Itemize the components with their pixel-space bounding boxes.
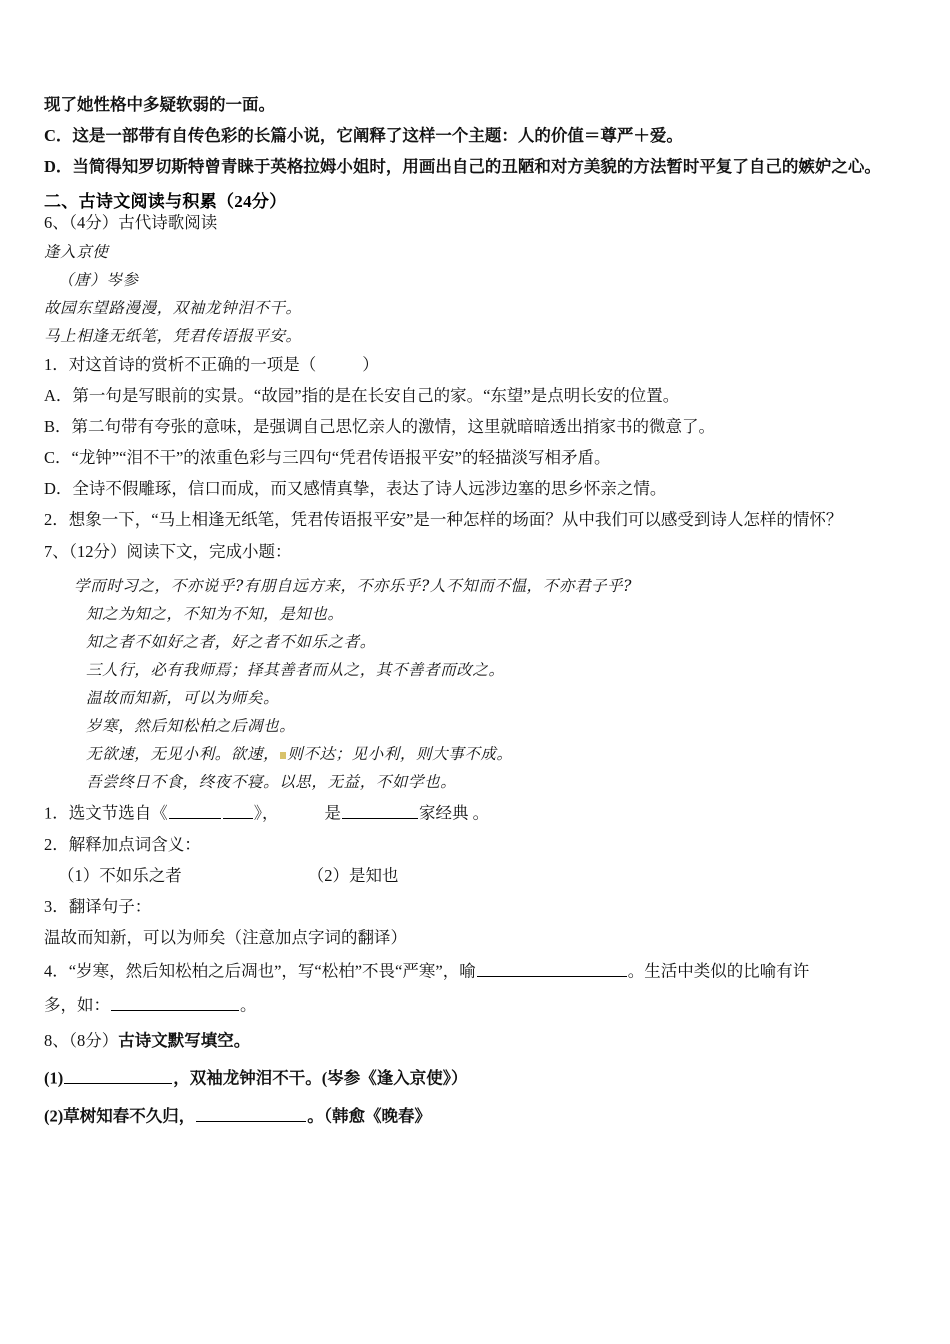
classical-line-7 bbox=[44, 746, 906, 763]
q7-sub-4-b: 。生活中类似的比喻有许 bbox=[627, 962, 810, 982]
poem-option-d-text: 全诗不假雕琢，信口而成，而又感情真挚，表达了诗人远涉边塞的思乡怀亲之情。 bbox=[72, 479, 667, 499]
q7-sub-4-c: 多，如： bbox=[44, 995, 110, 1015]
poem-option-a bbox=[44, 387, 906, 405]
classical-line-3: 知之者不如好之者，好之者不如乐之者。 bbox=[86, 632, 376, 651]
q7-sub-3-num: 3． bbox=[44, 897, 69, 917]
poem-option-b-text: 第二句带有夸张的意味，是强调自己思忆亲人的激情，这里就暗暗透出捎家书的微意了。 bbox=[71, 417, 716, 437]
q7-sub-4-cont bbox=[44, 994, 906, 1015]
poem-author: （唐）岑参 bbox=[58, 270, 139, 289]
continued-line: 现了她性格中多疑软弱的一面。 bbox=[44, 95, 275, 114]
poem-option-b bbox=[44, 418, 906, 436]
question-6-line: 6、（4分）古代诗歌阅读 bbox=[44, 213, 218, 233]
q7-sub-4-a: “岁寒，然后知松柏之后凋也”，写“松柏”不畏“严寒”，喻 bbox=[68, 962, 476, 982]
answer-blank-school[interactable] bbox=[342, 802, 418, 819]
section-two-heading: 二、古诗文阅读与积累（24分） bbox=[44, 192, 287, 212]
classical-line-4: 三人行，必有我师焉；择其善者而从之，其不善者而改之。 bbox=[86, 660, 505, 679]
poem-line-1: 故园东望路漫漫，双袖龙钟泪不干。 bbox=[44, 298, 302, 317]
poem-option-b-label: B． bbox=[44, 417, 72, 437]
poem-option-a-text: 第一句是写眼前的实景。“故园”指的是在长安自己的家。“东望”是点明长安的位置。 bbox=[72, 385, 680, 405]
poem-question-2-num: 2． bbox=[44, 510, 69, 530]
classical-line-2: 知之为知之，不知为不知，是知也。 bbox=[86, 604, 344, 623]
answer-blank-source-2[interactable] bbox=[223, 802, 253, 819]
answer-blank-poem-2[interactable] bbox=[196, 1105, 306, 1122]
answer-blank-source[interactable] bbox=[169, 802, 221, 819]
question-8-title: 古诗文默写填空。 bbox=[118, 1031, 251, 1051]
q7-sub-1-a: 选文节选自《 bbox=[68, 803, 168, 823]
q7-sub-4 bbox=[44, 960, 906, 981]
q7-sub-2-num: 2． bbox=[44, 834, 69, 854]
q7-sub-3-sentence: 温故而知新，可以为师矣（注意加点字词的翻译） bbox=[44, 928, 407, 948]
choice-d-label: D． bbox=[44, 157, 73, 177]
q8-item-1 bbox=[44, 1067, 906, 1088]
classical-line-6: 岁寒，然后知松柏之后凋也。 bbox=[86, 716, 296, 735]
q7-sub-3 bbox=[44, 898, 906, 916]
q7-sub-1 bbox=[44, 802, 906, 823]
q8-item-1-mid: ，双袖龙钟泪不干。(岑参《逢入京使》） bbox=[173, 1068, 468, 1088]
poem-title: 逢入京使 bbox=[44, 242, 109, 261]
classical-line-7-after: 则不达；见小利，则大事不成。 bbox=[287, 745, 513, 764]
q7-sub-2 bbox=[44, 836, 906, 854]
answer-blank-metaphor[interactable] bbox=[477, 960, 627, 977]
q7-sub-2-item-1: （1）不如乐之者 bbox=[58, 866, 182, 886]
q8-item-1-lead: (1) bbox=[44, 1068, 64, 1088]
q8-item-2-mid: 。（韩愈《晚春》 bbox=[307, 1106, 431, 1126]
poem-option-d bbox=[44, 480, 906, 498]
q7-sub-2-item-2: （2）是知也 bbox=[307, 866, 399, 886]
poem-question-1-stem bbox=[44, 356, 906, 374]
poem-option-c bbox=[44, 449, 906, 467]
q7-sub-1-c: 是 bbox=[324, 803, 341, 823]
q7-sub-1-num: 1． bbox=[44, 803, 69, 823]
poem-question-1-num: 1． bbox=[44, 354, 69, 374]
classical-line-7-before: 无欲速，无见小利。欲速， bbox=[86, 745, 280, 764]
question-7-line: 7、（12分）阅读下文，完成小题： bbox=[44, 541, 292, 561]
q7-sub-1-d: 家经典 。 bbox=[419, 803, 490, 823]
choice-c-text: 这是一部带有自传色彩的长篇小说，它阐释了这样一个主题：人的价值＝尊严＋爱。 bbox=[72, 126, 683, 146]
choice-c bbox=[44, 127, 906, 145]
q7-sub-4-num: 4． bbox=[44, 962, 69, 982]
poem-option-a-label: A． bbox=[44, 385, 73, 405]
choice-c-label: C． bbox=[44, 126, 73, 146]
classical-line-1: 学而时习之，不亦说乎?有朋自远方来，不亦乐乎?人不知而不愠，不亦君子乎? bbox=[74, 576, 633, 595]
classical-line-5: 温故而知新，可以为师矣。 bbox=[86, 688, 280, 707]
poem-question-1-text: 对这首诗的赏析不正确的一项是（ bbox=[68, 354, 317, 374]
poem-question-1-paren-close: ） bbox=[362, 354, 379, 374]
classical-line-8: 吾尝终日不食，终夜不寝。以思，无益，不如学也。 bbox=[86, 773, 457, 792]
document-body bbox=[44, 0, 906, 1126]
q7-sub-4-d: 。 bbox=[240, 995, 257, 1015]
poem-line-2: 马上相逢无纸笔，凭君传语报平安。 bbox=[44, 326, 302, 345]
q8-item-2 bbox=[44, 1105, 906, 1126]
poem-question-2-text: 想象一下，“马上相逢无纸笔，凭君传语报平安”是一种怎样的场面？从中我们可以感受到诗人怎样的情怀？ bbox=[68, 510, 843, 530]
question-8-num: 8、（8分） bbox=[44, 1031, 119, 1051]
choice-d bbox=[44, 158, 906, 176]
question-8-line bbox=[44, 1032, 906, 1050]
q7-sub-1-b: 》， bbox=[253, 803, 279, 823]
answer-blank-example[interactable] bbox=[111, 994, 239, 1011]
poem-option-d-label: D． bbox=[44, 479, 73, 499]
q7-sub-2-items bbox=[44, 867, 906, 885]
poem-question-2 bbox=[44, 511, 906, 529]
answer-blank-poem-1[interactable] bbox=[64, 1067, 172, 1084]
q7-sub-3-text: 翻译句子： bbox=[68, 897, 152, 917]
q8-item-2-lead: (2)草树知春不久归， bbox=[44, 1106, 196, 1126]
poem-option-c-text: “龙钟”“泪不干”的浓重色彩与三四句“凭君传语报平安”的轻描淡写相矛盾。 bbox=[71, 448, 611, 468]
choice-d-text: 当简得知罗切斯特曾青睐于英格拉姆小姐时，用画出自己的丑陋和对方美貌的方法暂时平复了自己的嫉妒之心。 bbox=[72, 157, 881, 177]
highlight-mark-icon bbox=[280, 752, 286, 759]
poem-option-c-label: C． bbox=[44, 448, 72, 468]
q7-sub-2-text: 解释加点词含义： bbox=[68, 834, 201, 854]
